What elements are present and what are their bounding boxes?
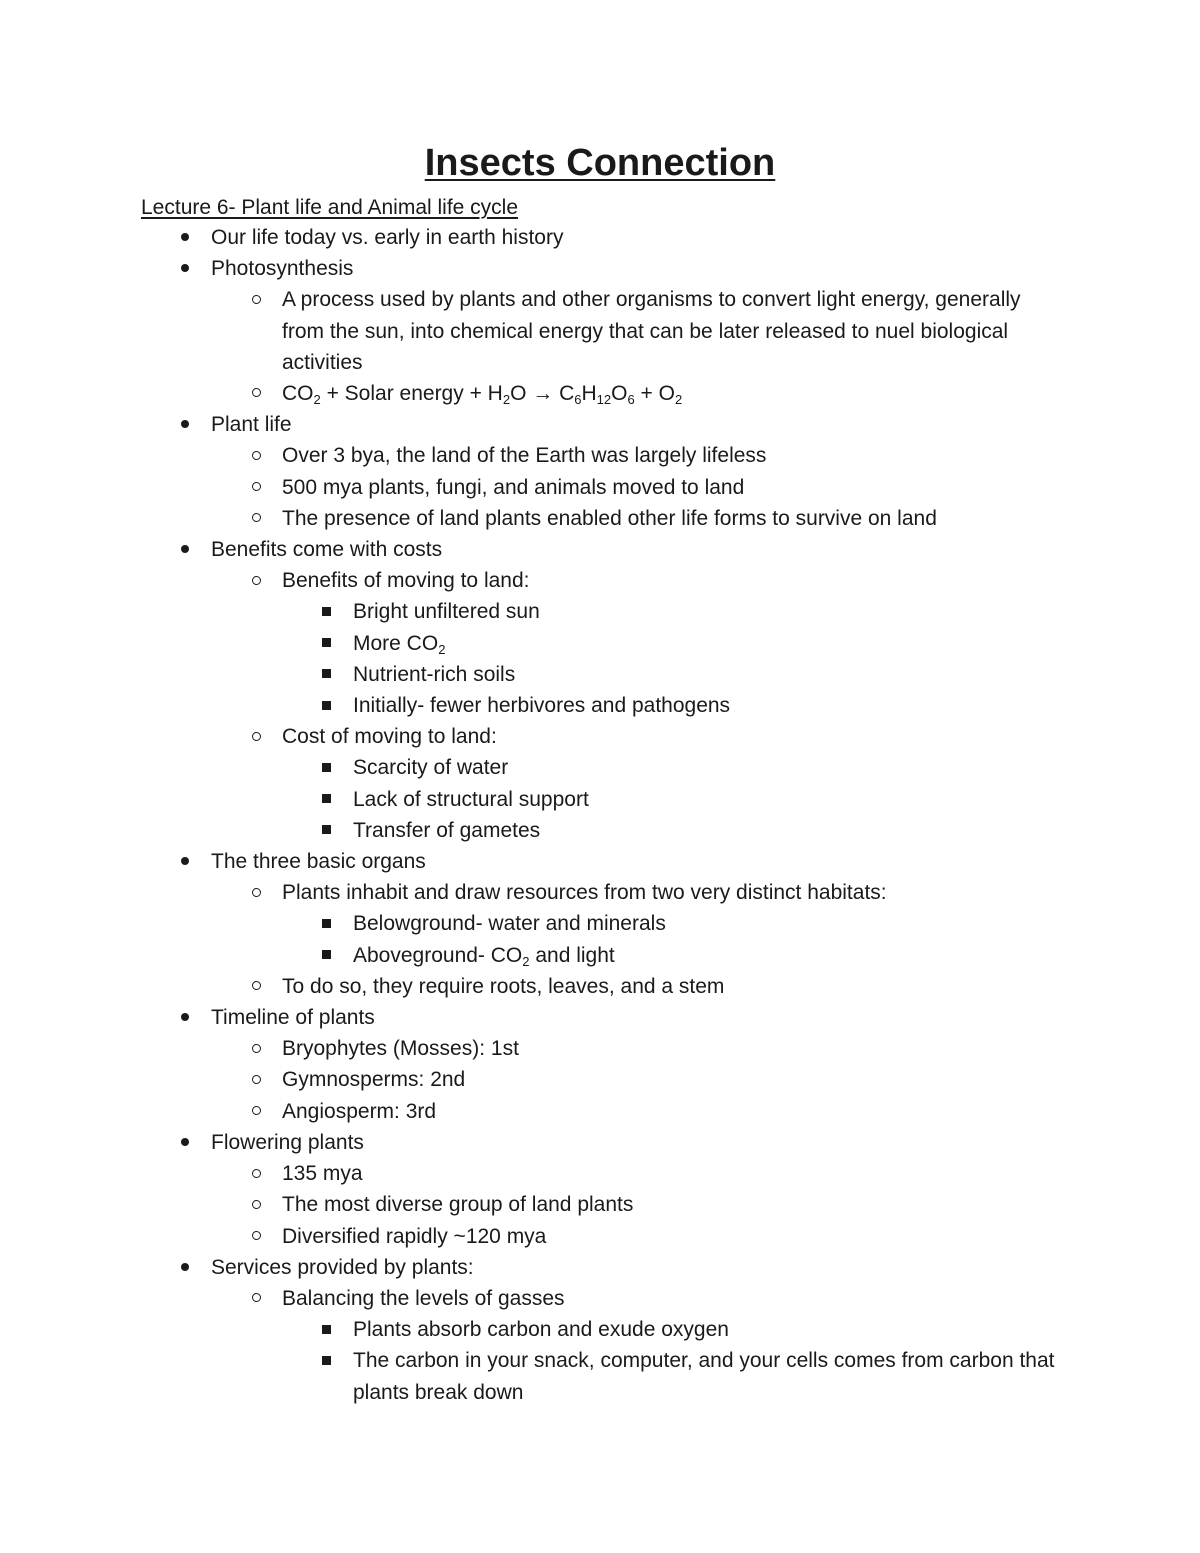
list-item-text: Belowground- water and minerals [353, 912, 666, 936]
list-item [0, 1345, 1200, 1407]
bullet-icon [175, 846, 195, 877]
bullet-icon [175, 222, 195, 253]
list-item-text: Bryophytes (Mosses): 1st [282, 1037, 519, 1061]
list-item [0, 846, 1200, 877]
list-item [0, 1064, 1200, 1095]
list-item [0, 877, 1200, 908]
list-item [0, 503, 1200, 534]
list-item-text: $CO_2$ + Solar energy + $H_2O \to C_6H_{12}O_6 + O_2$ [282, 382, 683, 408]
list-item-text: The carbon in your snack, computer, and your cells comes from carbon that plants break down [353, 1349, 1055, 1404]
list-item-text: Our life today vs. early in earth history [211, 226, 564, 249]
list-item [0, 284, 1200, 378]
list-item [0, 690, 1200, 721]
square-bullet-icon [316, 908, 336, 939]
list-item [0, 659, 1200, 690]
bullet-icon [175, 1127, 195, 1158]
square-bullet-icon [316, 596, 336, 627]
list-item-text: Initially- fewer herbivores and pathogens [353, 694, 731, 718]
bullet-icon [175, 253, 195, 284]
list-item [0, 1158, 1200, 1189]
list-item-text: Bright unfiltered sun [353, 600, 540, 624]
list-item [0, 1314, 1200, 1345]
list-item [0, 628, 1200, 659]
bullet-icon [175, 534, 195, 565]
circle-bullet-icon [246, 472, 266, 503]
list-item [0, 253, 1200, 284]
list-item-text: 500 mya plants, fungi, and animals moved to land [282, 475, 745, 499]
circle-bullet-icon [246, 877, 266, 908]
list-item-text: Photosynthesis [211, 257, 354, 281]
list-item-text: Cost of moving to land: [282, 725, 497, 749]
list-item [0, 815, 1200, 846]
bullet-icon [175, 1252, 195, 1283]
circle-bullet-icon [246, 440, 266, 471]
list-item-text: Plant life [211, 413, 292, 437]
list-item [0, 1127, 1200, 1158]
list-item [0, 440, 1200, 471]
document-title: Insects Connection [424, 142, 776, 184]
list-item-text: Benefits come with costs [211, 538, 443, 562]
list-item [0, 378, 1200, 409]
list-item [0, 752, 1200, 783]
list-item [0, 721, 1200, 752]
circle-bullet-icon [246, 503, 266, 534]
list-item [0, 222, 1200, 253]
square-bullet-icon [316, 659, 336, 690]
list-item [0, 971, 1200, 1002]
list-item [0, 908, 1200, 939]
bullet-icon [175, 409, 195, 440]
square-bullet-icon [316, 690, 336, 721]
list-item [0, 565, 1200, 596]
circle-bullet-icon [246, 1221, 266, 1252]
list-item [0, 472, 1200, 503]
list-item-text: Timeline of plants [211, 1006, 375, 1030]
list-item-text: The three basic organs [211, 850, 426, 874]
circle-bullet-icon [246, 284, 266, 315]
square-bullet-icon [316, 940, 336, 971]
list-item [0, 1189, 1200, 1220]
list-item [0, 1096, 1200, 1127]
list-item [0, 596, 1200, 627]
circle-bullet-icon [246, 565, 266, 596]
circle-bullet-icon [246, 1189, 266, 1220]
list-item-text: Lack of structural support [353, 787, 589, 811]
list-item-text: Benefits of moving to land: [282, 569, 530, 593]
list-item-text: Balancing the levels of gasses [282, 1286, 565, 1310]
outline-list [0, 222, 1200, 1408]
list-item-text: Plants absorb carbon and exude oxygen [353, 1318, 729, 1342]
circle-bullet-icon [246, 971, 266, 1002]
square-bullet-icon [316, 752, 336, 783]
list-item-text: The presence of land plants enabled other life forms to survive on land [282, 506, 937, 530]
lecture-heading: Lecture 6- Plant life and Animal life cycle [141, 196, 519, 219]
list-item [0, 1221, 1200, 1252]
list-item-text: Nutrient-rich soils [353, 662, 516, 686]
list-item [0, 940, 1200, 971]
list-item [0, 1033, 1200, 1064]
square-bullet-icon [316, 784, 336, 815]
circle-bullet-icon [246, 1096, 266, 1127]
square-bullet-icon [316, 1314, 336, 1345]
square-bullet-icon [316, 815, 336, 846]
list-item-text: The most diverse group of land plants [282, 1193, 634, 1217]
list-item [0, 1252, 1200, 1283]
list-item-text: Diversified rapidly ~120 mya [282, 1224, 547, 1248]
circle-bullet-icon [246, 1064, 266, 1095]
list-item [0, 784, 1200, 815]
circle-bullet-icon [246, 721, 266, 752]
list-item [0, 409, 1200, 440]
square-bullet-icon [316, 1345, 336, 1376]
circle-bullet-icon [246, 378, 266, 409]
list-item-text: Angiosperm: 3rd [282, 1099, 437, 1123]
list-item-text: Plants inhabit and draw resources from two very distinct habitats: [282, 881, 887, 905]
list-item-text: Gymnosperms: 2nd [282, 1068, 466, 1092]
square-bullet-icon [316, 628, 336, 659]
list-item [0, 1283, 1200, 1314]
list-item-text: Scarcity of water [353, 756, 509, 780]
list-item [0, 1002, 1200, 1033]
list-item-text: More $CO_2$ [353, 631, 446, 657]
list-item-text: A process used by plants and other organisms to convert light energy, generally from the sun, into chemical energy that can be later released to nuel biological activities [282, 288, 1021, 374]
bullet-icon [175, 1002, 195, 1033]
circle-bullet-icon [246, 1033, 266, 1064]
list-item-text: Services provided by plants: [211, 1255, 474, 1279]
list-item-text: Over 3 bya, the land of the Earth was largely lifeless [282, 444, 767, 468]
list-item-text: 135 mya [282, 1162, 363, 1186]
list-item-text: Transfer of gametes [353, 818, 541, 842]
list-item-text: To do so, they require roots, leaves, and a stem [282, 974, 725, 998]
list-item-text: Flowering plants [211, 1130, 364, 1154]
list-item [0, 534, 1200, 565]
list-item-text: Aboveground- $CO_2$ and light [353, 943, 615, 969]
circle-bullet-icon [246, 1283, 266, 1314]
circle-bullet-icon [246, 1158, 266, 1189]
